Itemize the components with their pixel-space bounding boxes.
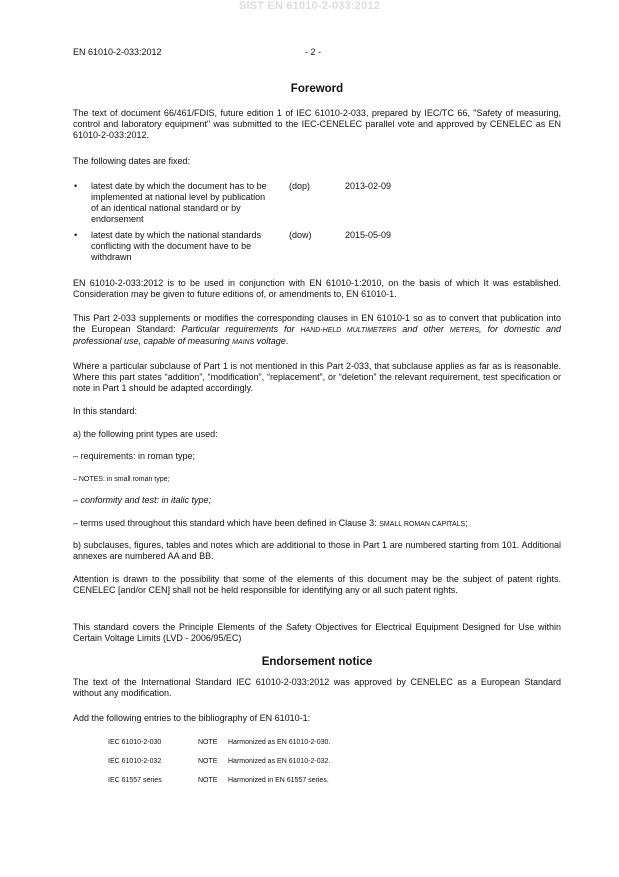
watermark: SIST EN 61010-2-033:2012	[238, 0, 381, 12]
defined-term: HAND-HELD MULTIMETERS	[300, 327, 397, 334]
endorsement-para-1: The text of the International Standard IEC 61010-2-033:2012 was approved by CENELEC as a European Standard without any modification.	[73, 677, 561, 698]
title-part: Particular requirements for	[181, 324, 301, 334]
defined-term: MAINS	[232, 339, 255, 346]
date-description: latest date by which the national standards conflicting with the document have to be withdrawn	[91, 230, 262, 262]
bib-reference: IEC 61010-2-030	[108, 739, 162, 746]
date-abbreviation: (dow)	[289, 230, 312, 240]
header-doc-id: EN 61010-2-033:2012	[73, 47, 162, 57]
header-page-number: - 2 -	[305, 47, 322, 57]
foreword-para-2: The following dates are fixed:	[73, 156, 191, 166]
defined-term: METERS	[449, 327, 480, 334]
foreword-para-12: b) subclauses, figures, tables and notes which are additional to those in Part 1 are numbered starting from 101. Additional annexes are numbered AA and BB.	[73, 540, 561, 561]
bib-reference: IEC 61010-2-032	[108, 758, 162, 765]
foreword-para-1: The text of document 66/461/FDIS, future edition 1 of IEC 61010-2-033, prepared by IEC/TC 66, "Safety of measuring, control and laboratory equipment" was submitted to the IEC-CENELEC parallel vote and approved by CENELEC as EN 61010-2-033:2012.	[73, 108, 561, 140]
foreword-para-3: EN 61010-2-033:2012 is to be used in conjunction with EN 61010-1:2010, on the basis of which It was established. Consideration may be given to future editions of, or amendments to, EN 61010-1.	[73, 278, 561, 299]
endorsement-title: Endorsement notice	[261, 656, 373, 668]
bib-note-text: Harmonized as EN 61010-2-030.	[228, 739, 331, 746]
foreword-para-4	[73, 313, 561, 348]
foreword-para-5: Where a particular subclause of Part 1 is not mentioned in this Part 2-033, that subclause applies as far as is reasonable. Where this part states “addition”, “modification”, “replacement”, or “deletion” the relevant requirement, test specification or note in Part 1 should be adapted accordingly.	[73, 361, 561, 393]
para-4-text: This Part 2-033 supplements or modifies the corresponding clauses in EN 61010-1 so as to convert that publication into the European Standard:	[73, 313, 561, 334]
foreword-para-7: a) the following print types are used:	[73, 429, 218, 439]
bullet: •	[74, 181, 78, 191]
para-4-end: .	[285, 336, 289, 346]
bib-note-text: Harmonized in EN 61557 series.	[228, 777, 329, 784]
date-value: 2015-05-09	[345, 230, 392, 240]
bib-reference: IEC 61557 series	[108, 777, 162, 784]
date-description: latest date by which the document has to be implemented at national level by publication of an identical national standard or by endorsement	[91, 181, 267, 224]
endorsement-para-2: Add the following entries to the bibliography of EN 61010-1:	[73, 713, 311, 723]
para-11-text: – terms used throughout this standard which have been defined in Clause 3:	[73, 518, 380, 528]
title-part: , for domestic and professional use, capable of measuring	[73, 324, 562, 346]
foreword-para-11	[73, 518, 561, 530]
foreword-para-9: – NOTES: in small roman type;	[73, 476, 170, 483]
defined-term: SMALL ROMAN CAPITALS	[379, 521, 466, 528]
foreword-title: Foreword	[290, 83, 344, 95]
bib-note-label: NOTE	[198, 739, 218, 746]
para-11-end: ;	[465, 518, 468, 528]
bullet: •	[74, 230, 78, 240]
bib-note-label: NOTE	[198, 758, 218, 765]
foreword-para-13: Attention is drawn to the possibility that some of the elements of this document may be the subject of patent rights. CENELEC [and/or CEN] shall not be held responsible for identifying any or all such patent rights.	[73, 574, 561, 595]
title-part: and other	[396, 324, 450, 334]
foreword-para-10: – conformity and test: in italic type;	[73, 495, 212, 505]
bib-note-label: NOTE	[198, 777, 218, 784]
foreword-para-6: In this standard:	[73, 406, 138, 416]
bib-note-text: Harmonized as EN 61010-2-032.	[228, 758, 331, 765]
title-part: voltage	[254, 336, 286, 346]
foreword-para-8: – requirements: in roman type;	[73, 451, 196, 461]
foreword-para-14: This standard covers the Principle Elements of the Safety Objectives for Electrical Equipment Designed for Use within Certain Voltage Limits (LVD - 2006/95/EC)	[73, 622, 561, 643]
date-abbreviation: (dop)	[289, 181, 311, 191]
date-value: 2013-02-09	[345, 181, 392, 191]
